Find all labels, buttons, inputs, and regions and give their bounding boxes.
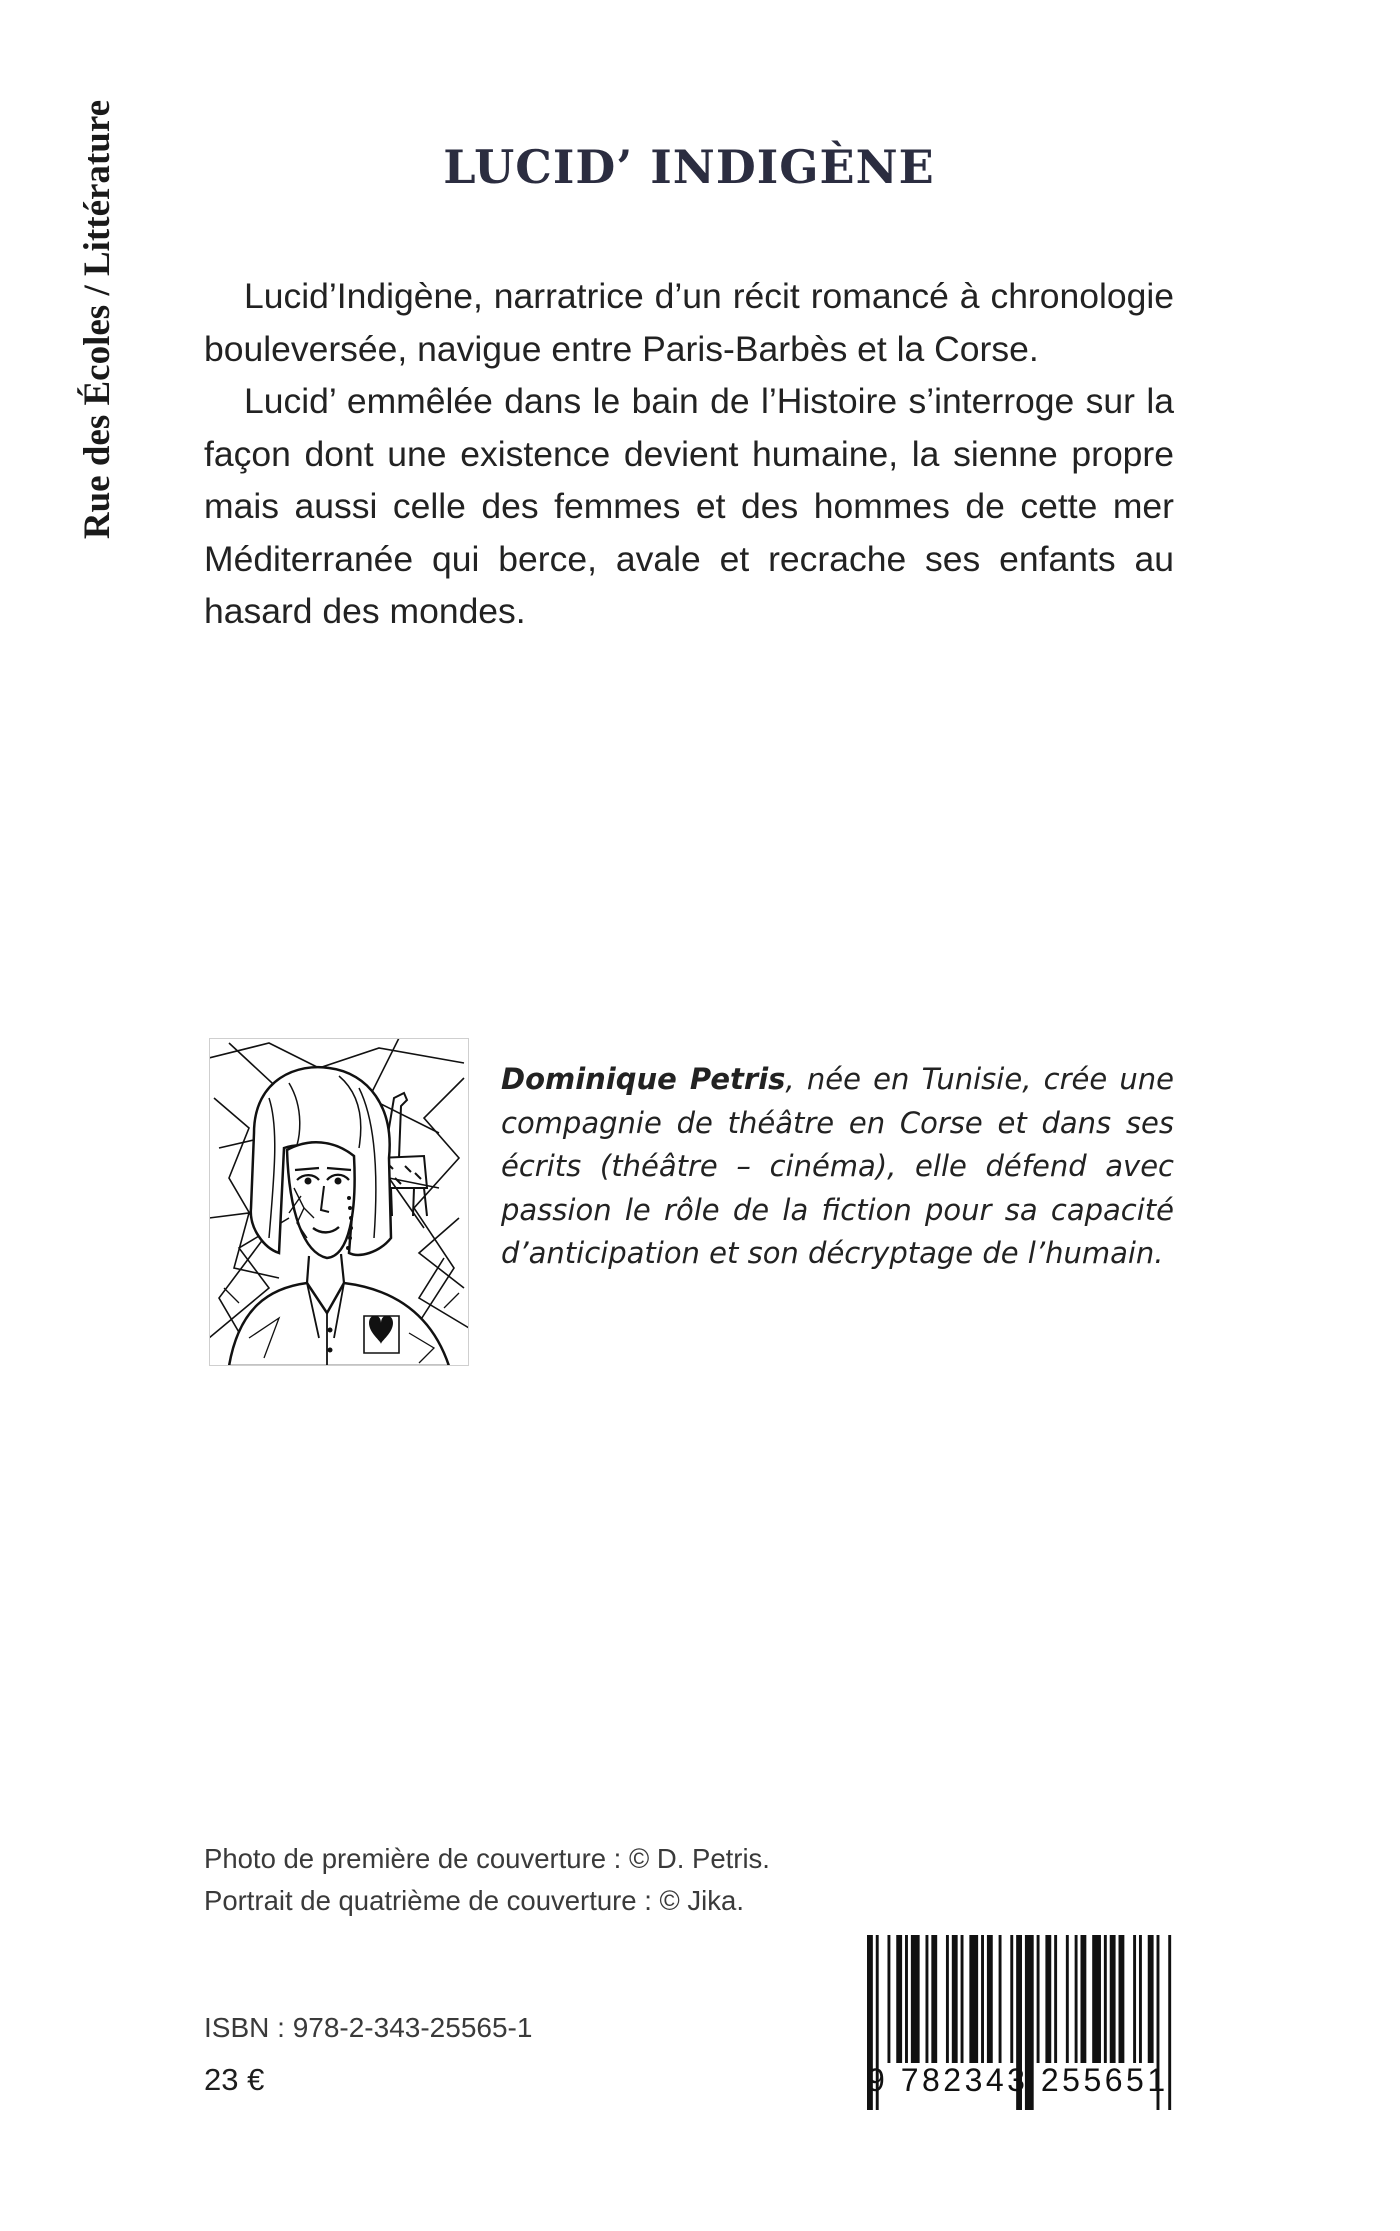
author-name: Dominique Petris (501, 1062, 786, 1096)
collection-spine-label (72, 100, 124, 645)
collection-name: Rue des Écoles / Littérature (77, 100, 118, 540)
price: 23 € (204, 2062, 265, 2097)
author-bio (501, 1058, 1174, 1276)
isbn-label: ISBN : 978-2-343-25565-1 (204, 2012, 533, 2043)
book-title: LUCID’ INDIGÈNE (443, 140, 935, 194)
synopsis (204, 270, 1174, 638)
author-bio-text: , née en Tunisie, crée une compagnie de théâtre en Corse et dans ses écrits (théâtre – cinéma), elle défend avec passion le rôle de la fiction pour sa capacité d’anticipation et son décryptage de l’humain. (501, 1062, 1174, 1270)
photo-credits (204, 1838, 770, 1922)
synopsis-paragraph: Lucid’ emmêlée dans le bain de l’Histoire s’interroge sur la façon dont une existence devient humaine, la sienne propre mais aussi celle des femmes et des hommes de cette mer Méditerranée qui berce, avale et recrache ses enfants au hasard des mondes. (204, 381, 1174, 631)
cover-photo-credit: Photo de première de couverture : © D. Petris. (204, 1843, 770, 1874)
author-portrait-drawing (209, 1038, 469, 1366)
author-section (204, 1038, 1174, 1368)
barcode-digits: 9 782343 255651 (867, 2062, 1169, 2098)
synopsis-paragraph: Lucid’Indigène, narratrice d’un récit romancé à chronologie bouleversée, navigue entre Paris-Barbès et la Corse. (204, 276, 1174, 369)
portrait-credit: Portrait de quatrième de couverture : © Jika. (204, 1885, 744, 1916)
